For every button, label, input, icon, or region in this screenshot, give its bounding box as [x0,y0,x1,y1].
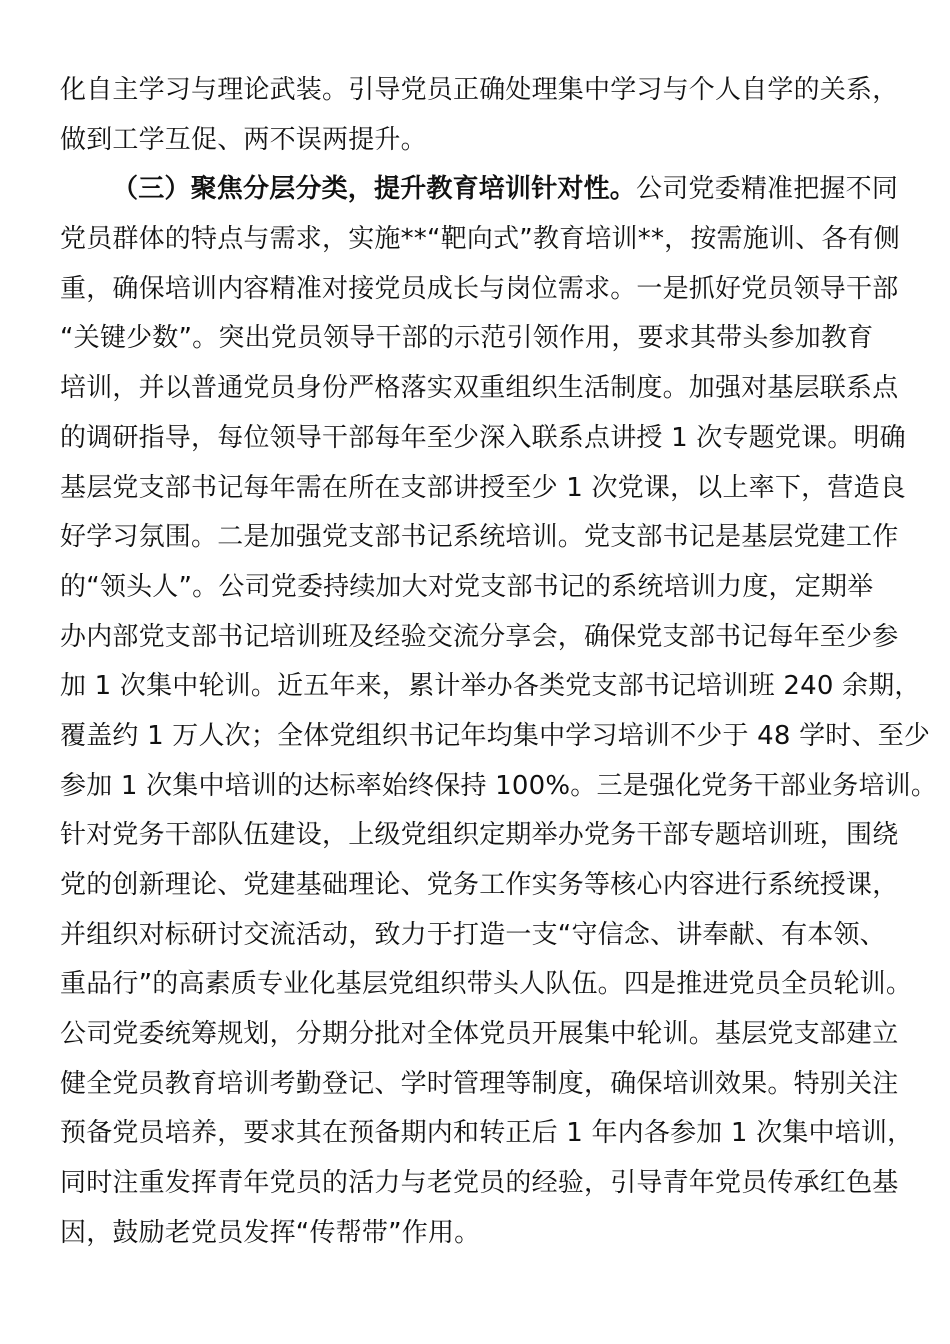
text-line-21: 健全党员教育培训考勤登记、学时管理等制度，确保培训效果。特别关注 [60,1068,899,1099]
text-line-14: 覆盖约 1 万人次；全体党组织书记年均集中学习培训不少于 48 学时、至少 [60,720,931,751]
section-lead-text: 公司党委精准把握不同 [636,174,899,205]
text-line-2: 做到工学互促、两不误两提升。 [60,124,427,155]
text-line-11: 的“领头人”。公司党委持续加大对党支部书记的系统培训力度，定期举 [60,571,874,602]
text-line-4: 党员群体的特点与需求，实施**“靶向式”教育培训**，按需施训、各有侧 [60,224,900,255]
text-line-23: 同时注重发挥青年党员的活力与老党员的经验，引导青年党员传承红色基 [60,1168,899,1199]
text-line-1: 化自主学习与理论武装。引导党员正确处理集中学习与个人自学的关系， [60,75,899,105]
section-heading-line [60,165,899,215]
text-line-19: 重品行”的高素质专业化基层党组织带头人队伍。四是推进党员全员轮训。 [60,969,913,1000]
text-line-10: 好学习氛围。二是加强党支部书记系统培训。党支部书记是基层党建工作 [60,522,899,553]
document-body [60,66,938,1259]
text-line-17: 党的创新理论、党建基础理论、党务工作实务等核心内容进行系统授课， [60,870,899,900]
text-line-18: 并组织对标研讨交流活动，致力于打造一支“守信念、讲奉献、有本领、 [60,919,886,950]
text-line-20: 公司党委统筹规划，分期分批对全体党员开展集中轮训。基层党支部建立 [60,1019,899,1050]
text-line-5: 重，确保培训内容精准对接党员成长与岗位需求。一是抓好党员领导干部 [60,273,899,304]
text-line-16: 针对党务干部队伍建设，上级党组织定期举办党务干部专题培训班，围绕 [60,820,899,851]
text-line-15: 参加 1 次集中培训的达标率始终保持 100%。三是强化党务干部业务培训。 [60,770,938,801]
text-line-8: 的调研指导，每位领导干部每年至少深入联系点讲授 1 次专题党课。明确 [60,422,906,453]
text-line-12: 办内部党支部书记培训班及经验交流分享会，确保党支部书记每年至少参 [60,621,899,652]
text-line-9: 基层党支部书记每年需在所在支部讲授至少 1 次党课，以上率下，营造良 [60,472,906,503]
text-line-13: 加 1 次集中轮训。近五年来，累计举办各类党支部书记培训班 240 余期， [60,671,921,702]
text-line-22: 预备党员培养，要求其在预备期内和转正后 1 年内各参加 1 次集中培训， [60,1118,914,1149]
text-line-24: 因，鼓励老党员发挥“传帮带”作用。 [60,1217,481,1248]
section-heading: （三）聚焦分层分类，提升教育培训针对性。 [112,174,637,205]
text-line-7: 培训，并以普通党员身份严格落实双重组织生活制度。加强对基层联系点 [60,373,899,404]
text-line-6: “关键少数”。突出党员领导干部的示范引领作用，要求其带头参加教育 [60,323,874,354]
